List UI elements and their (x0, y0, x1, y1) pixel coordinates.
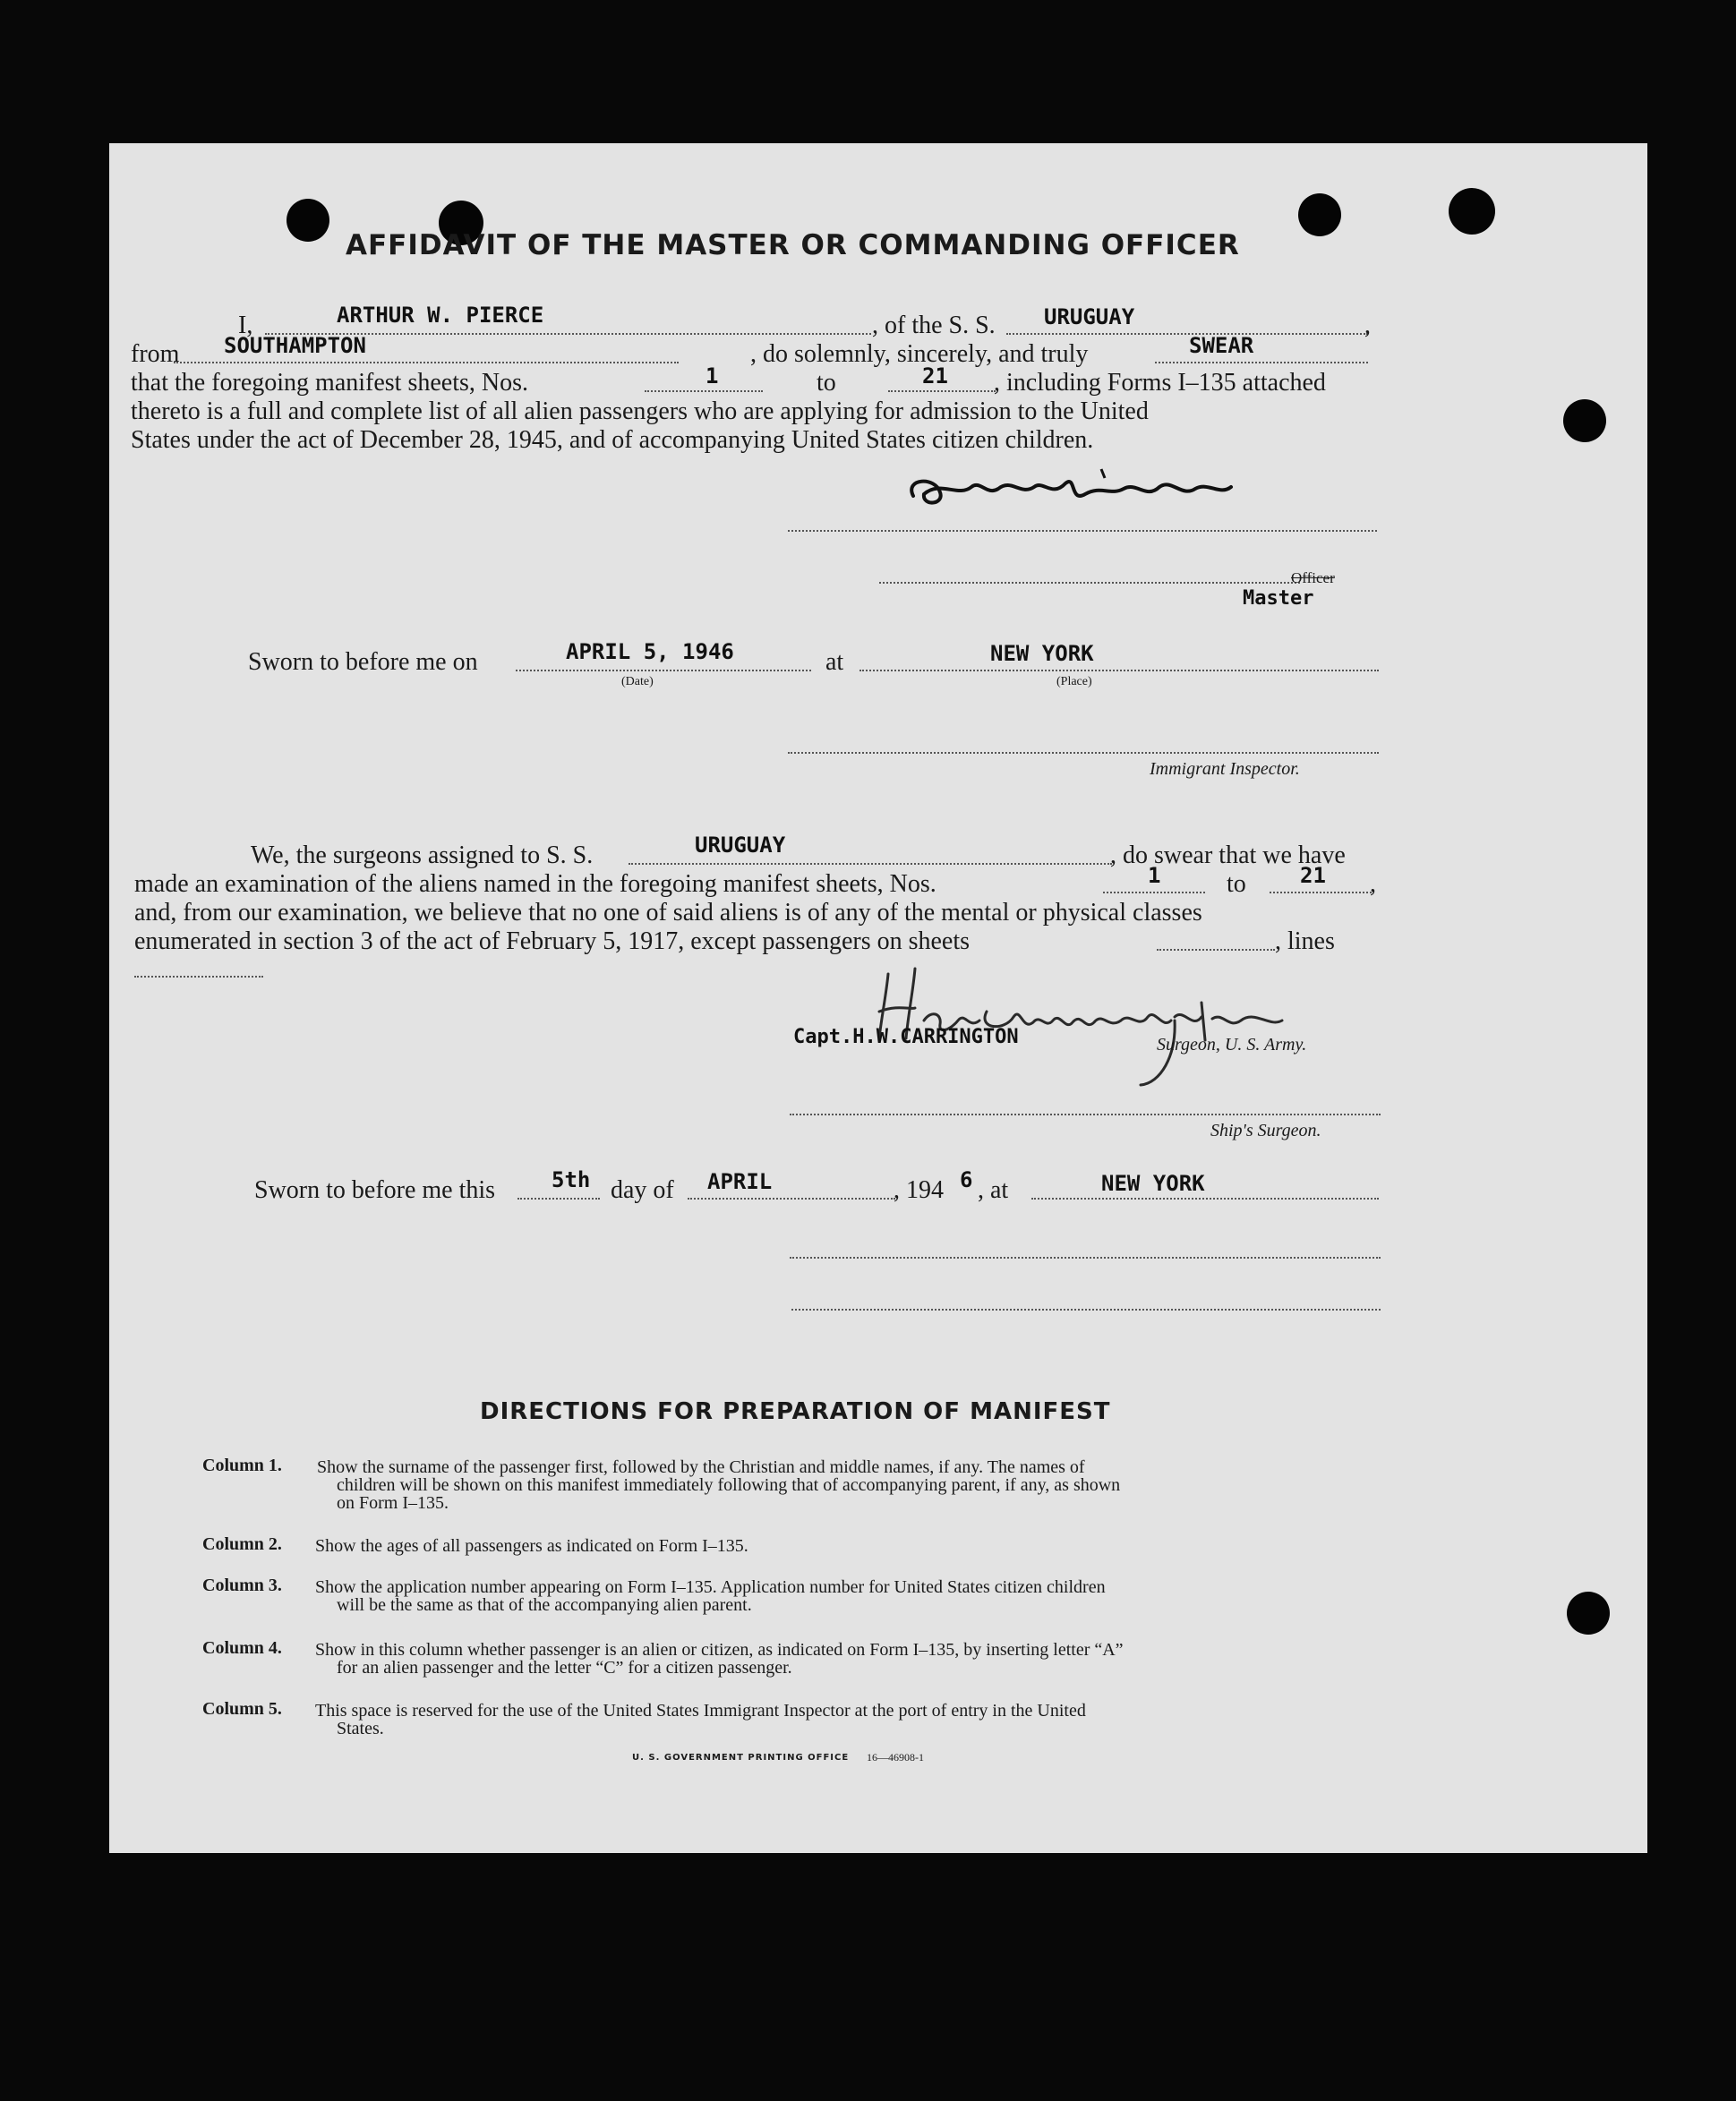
of-the-ss-label: , of the S. S. (872, 312, 996, 339)
at-label-2: , at (978, 1176, 1009, 1204)
direction-text: States. (337, 1719, 384, 1738)
surgeons-line: made an examination of the aliens named in the foregoing manifest sheets, Nos. (134, 870, 936, 898)
do-swear-label: , do swear that we have (1110, 841, 1346, 869)
date-caption: (Date) (621, 675, 654, 688)
punch-hole (1563, 399, 1606, 442)
direction-text: on Form I–135. (337, 1493, 449, 1513)
punch-hole (1449, 188, 1495, 235)
sworn-place: NEW YORK (990, 641, 1094, 666)
direction-text: Show the ages of all passengers as indicated on Form I–135. (315, 1536, 748, 1556)
directions-heading: DIRECTIONS FOR PREPARATION OF MANIFEST (480, 1398, 1111, 1425)
direction-text: Show the surname of the passenger first, followed by the Christian and middle names, if any. The names of (317, 1457, 1085, 1477)
document-page (109, 143, 1647, 1853)
direction-text: Show in this column whether passenger is an alien or citizen, as indicated on Form I–135, by inserting letter “A” (315, 1640, 1124, 1660)
master-name: ARTHUR W. PIERCE (337, 303, 544, 328)
from-label: from (131, 340, 180, 368)
port-name: SOUTHAMPTON (224, 333, 366, 358)
sworn2-day: 5th (552, 1167, 591, 1192)
year-prefix: , 194 (894, 1176, 944, 1204)
surgeons-sheet-from: 1 (1148, 863, 1161, 888)
direction-text: This space is reserved for the use of the United States Immigrant Inspector at the port of entry in the United (315, 1701, 1086, 1721)
surgeon-signature (861, 958, 1434, 1092)
army-surgeon-caption: Surgeon, U. S. Army. (1157, 1035, 1307, 1055)
direction-text: children will be shown on this manifest immediately following that of accompanying parent, if any, as shown (337, 1475, 1121, 1495)
printer-footer: U. S. GOVERNMENT PRINTING OFFICE (632, 1753, 850, 1763)
to-label: to (817, 369, 836, 397)
direction-text: Show the application number appearing on Form I–135. Application number for United States citizen children (315, 1577, 1106, 1597)
affidavit-heading: AFFIDAVIT OF THE MASTER OR COMMANDING OFFICER (346, 229, 1240, 261)
form-number: 16—46908-1 (867, 1751, 924, 1764)
sheet-to: 21 (922, 363, 948, 389)
sworn-label: Sworn to before me on (248, 648, 478, 676)
column-label: Column 1. (202, 1456, 282, 1475)
column-label: Column 4. (202, 1638, 282, 1658)
day-of-label: day of (611, 1176, 674, 1204)
at-label: at (825, 648, 844, 676)
direction-text: will be the same as that of the accompanying alien parent. (337, 1595, 752, 1615)
do-solemnly-label: , do solemnly, sincerely, and truly (750, 340, 1089, 368)
place-caption: (Place) (1056, 675, 1092, 688)
comma: , (1370, 870, 1376, 898)
i-label: I, (238, 312, 253, 339)
comma: , (1364, 312, 1371, 339)
surgeons-ship: URUGUAY (695, 833, 786, 858)
sworn2-label: Sworn to before me this (254, 1176, 496, 1204)
surgeons-sheet-to: 21 (1300, 863, 1326, 888)
foregoing-label: that the foregoing manifest sheets, Nos. (131, 369, 529, 397)
surgeons-line: enumerated in section 3 of the act of February 5, 1917, except passengers on sheets (134, 927, 971, 955)
lines-label: , lines (1275, 927, 1335, 955)
year-digit: 6 (960, 1167, 973, 1192)
inspector-caption: Immigrant Inspector. (1150, 759, 1300, 779)
sheet-from: 1 (706, 363, 719, 389)
punch-hole (1298, 193, 1341, 236)
surgeons-to-label: to (1227, 870, 1246, 898)
officer-struck: Officer (1291, 569, 1335, 586)
punch-hole (286, 199, 329, 242)
ship-name: URUGUAY (1044, 304, 1135, 329)
affidavit-line: States under the act of December 28, 1945, and of accompanying United States citizen children. (131, 426, 1094, 454)
sworn-date: APRIL 5, 1946 (566, 639, 734, 664)
punch-hole (1567, 1592, 1610, 1635)
column-label: Column 2. (202, 1534, 282, 1554)
direction-text: for an alien passenger and the letter “C” for a citizen passenger. (337, 1658, 792, 1678)
surgeon-name: Capt.H.W.CARRINGTON (793, 1026, 1019, 1048)
oath-word: SWEAR (1189, 333, 1254, 358)
surgeons-line: and, from our examination, we believe that no one of said aliens is of any of the mental or physical classes (134, 899, 1202, 927)
master-title: Master (1243, 587, 1314, 610)
master-signature (886, 460, 1352, 514)
surgeons-label: We, the surgeons assigned to S. S. (251, 841, 594, 869)
ships-surgeon-caption: Ship's Surgeon. (1210, 1121, 1321, 1140)
column-label: Column 3. (202, 1576, 282, 1595)
sworn2-month: APRIL (707, 1169, 773, 1194)
affidavit-line: thereto is a full and complete list of all alien passengers who are applying for admission to the United (131, 397, 1149, 425)
column-label: Column 5. (202, 1699, 282, 1719)
sworn2-place: NEW YORK (1101, 1171, 1205, 1196)
including-label: , including Forms I–135 attached (994, 369, 1326, 397)
